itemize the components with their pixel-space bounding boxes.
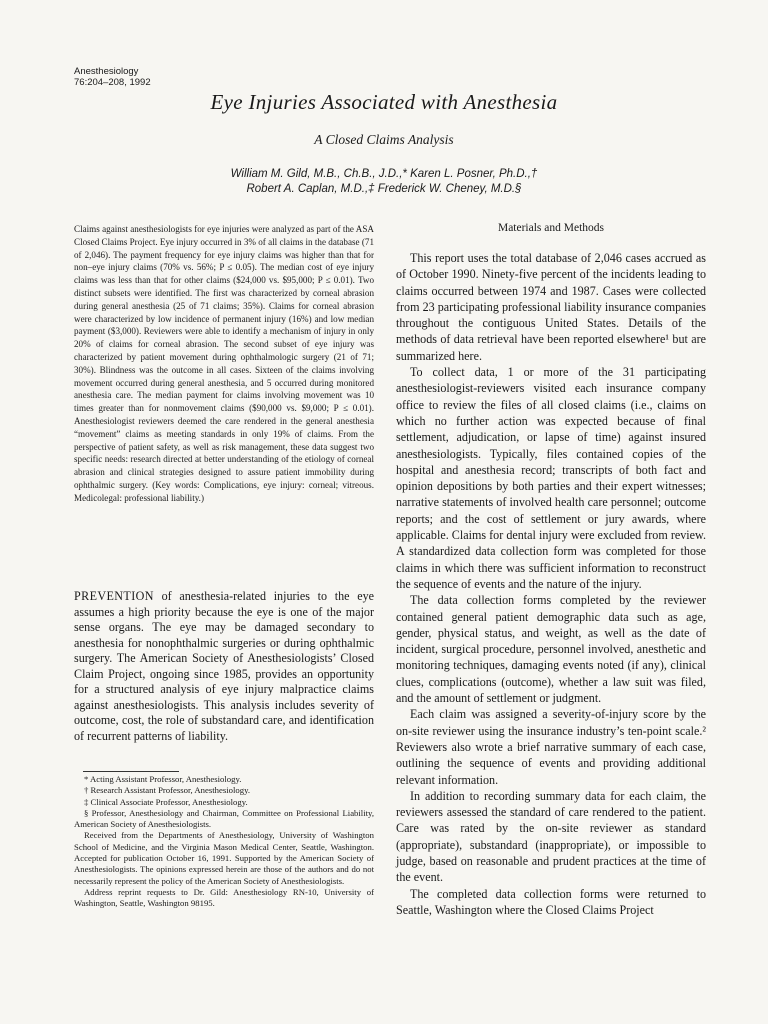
journal-citation: 76:204–208, 1992 bbox=[74, 77, 151, 88]
author-line-2: Robert A. Caplan, M.D.,‡ Frederick W. Cheney, M.D.§ bbox=[246, 183, 522, 195]
article-title: Eye Injuries Associated with Anesthesia bbox=[210, 90, 558, 114]
article-subtitle: A Closed Claims Analysis bbox=[314, 132, 454, 147]
methods-paragraph: This report uses the total database of 2,046 cases accrued as of October 1990. Ninety-five percent of the incidents leading to claims occurred between 1974 and 1987. Cases were collected from 23 participating professional liability insurance companies throughout the contiguous United States. Details of the methods of data retrieval have been reported elsewhere¹ but are summarized here. bbox=[396, 251, 706, 363]
methods-paragraph: The completed data collection forms were returned to Seattle, Washington where the Closed Claims Project bbox=[396, 886, 706, 917]
methods-paragraph: The data collection forms completed by the reviewer contained general patient demographic data such as age, gender, physical status, and weight, as well as the date of incident, surgical procedure, personnel involved, anesthetic and monitoring techniques, damaging events noted (if any), clinical clues, complications (outcome), whether a law suit was filed, and the amount of settlement or judgment. bbox=[396, 593, 706, 706]
methods-paragraph: Each claim was assigned a severity-of-injury score by the on-site reviewer using the insurance industry’s ten-point scale.² Reviewers also wrote a brief narrative summary of each case, outlining the sequence of events and providing additional relevant information. bbox=[396, 707, 706, 787]
footnote-rule bbox=[83, 771, 179, 772]
abstract: Claims against anesthesiologists for eye injuries were analyzed as part of the ASA Closed Claims Project. Eye injury occurred in 3% of all claims in the database (71 of 2,046). The payment frequency for eye injury claims was higher than that for non–eye injury claims (70% vs. 56%; P ≤ 0.05). The median cost of eye injury claims was less than that for other claims ($24,000 vs. $95,000; P ≤ 0.01). Two distinct subsets were identified. The first was characterized by corneal abrasion during general anesthesia (25 of 71 claims; 35%). Claims for corneal abrasion were characterized by low incidence of permanent injury (16%) and low median payment ($3,000). Reviewers were able to identify a mechanism of injury in only 20% of claims for corneal abrasion. The second subset of eye injury was characterized by patient movement during ophthalmologic surgery (21 of 71; 30%). Blindness was the outcome in all cases. Sixteen of the claims involving movement occurred during general anesthesia, and 5 occurred during monitored anesthesia care. The median payment for claims involving movement was 10 times greater than for nonmovement claims ($90,000 vs. $9,000; P ≤ 0.01). Anesthesiologist reviewers deemed the care rendered in the general anesthesia “movement” claims as meeting standards in only 19% of claims. From the perspective of patient safety, as well as risk management, these data suggest two specific needs: research directed at better understanding of the etiology of corneal abrasion and clinical strategies designed to assure patient immobility during ophthalmic surgery. (Key words: Complications, eye injury: corneal; vitreous. Medicolegal: professional liability.) bbox=[74, 224, 374, 503]
footnote: † Research Assistant Professor, Anesthesiology. bbox=[84, 785, 251, 796]
footnote: Address reprint requests to Dr. Gild: Anesthesiology RN-10, University of Washington, Seattle, Washington 98195. bbox=[74, 886, 374, 909]
footnote: * Acting Assistant Professor, Anesthesiology. bbox=[84, 774, 242, 784]
section-heading: Materials and Methods bbox=[497, 222, 605, 234]
introduction-paragraph bbox=[74, 589, 374, 744]
author-line-1: William M. Gild, M.B., Ch.B., J.D.,* Karen L. Posner, Ph.D.,† bbox=[230, 168, 538, 180]
methods-paragraph: In addition to recording summary data for each claim, the reviewers assessed the standard of care rendered to the patient. Care was rated by the on-site reviewer as standard (appropriate), substandard (inappropriate), or impossible to judge, based on reasonable and prudent practices at the time of the event. bbox=[396, 788, 706, 885]
intro-text: of anesthesia-related injuries to the eye assumes a high priority because the eye is one of the major sense organs. The eye may be damaged secondary to anesthesia for nonophthalmic surgeries or during ophthalmic surgery. The American Society of Anesthesiologists’ Closed Claim Project, ongoing since 1985, provides an opportunity for a structured analysis of eye injury malpractice claims against anesthesiologists. This analysis includes severity of outcome, cost, the role of substandard care, and identification of recurrent patterns of liability. bbox=[74, 589, 374, 743]
footnotes bbox=[74, 774, 374, 910]
footnote: § Professor, Anesthesiology and Chairman, Committee on Professional Liability, American Society of Anesthesiologists. bbox=[74, 807, 374, 830]
footnote: ‡ Clinical Associate Professor, Anesthesiology. bbox=[84, 796, 248, 807]
author-list bbox=[0, 167, 768, 197]
footnote: Received from the Departments of Anesthesiology, University of Washington School of Medicine, and the Virginia Mason Medical Center, Seattle, Washington. Accepted for publication October 16, 1991. Supported by the American Society of Anesthesiologists. The opinions expressed herein are those of the authors and do not necessarily represent the policy of the American Society of Anesthesiologists. bbox=[74, 830, 374, 886]
methods-body bbox=[396, 250, 706, 918]
journal-header bbox=[74, 66, 151, 88]
intro-lead-word: PREVENTION bbox=[74, 589, 154, 603]
methods-paragraph: To collect data, 1 or more of the 31 participating anesthesiologist-reviewers visited each insurance company office to review the files of all closed claims (i.e., claims on which no further action was expected because of final settlement, adjudication, or lapse of time) against insured anesthesiologists. Typically, files contained copies of the hospital and anesthesia record; transcripts of both fact and opinion depositions by both parties and their expert witnesses; narrative statements of involved health care personnel; outcome reports; and the cost of settlement or jury awards, where applicable. Claims for dental injury were excluded from review. A standardized data collection form was completed for those claims in which there was sufficient information to reconstruct the sequence of events and the nature of the injury. bbox=[396, 365, 706, 591]
journal-name: Anesthesiology bbox=[74, 66, 139, 77]
